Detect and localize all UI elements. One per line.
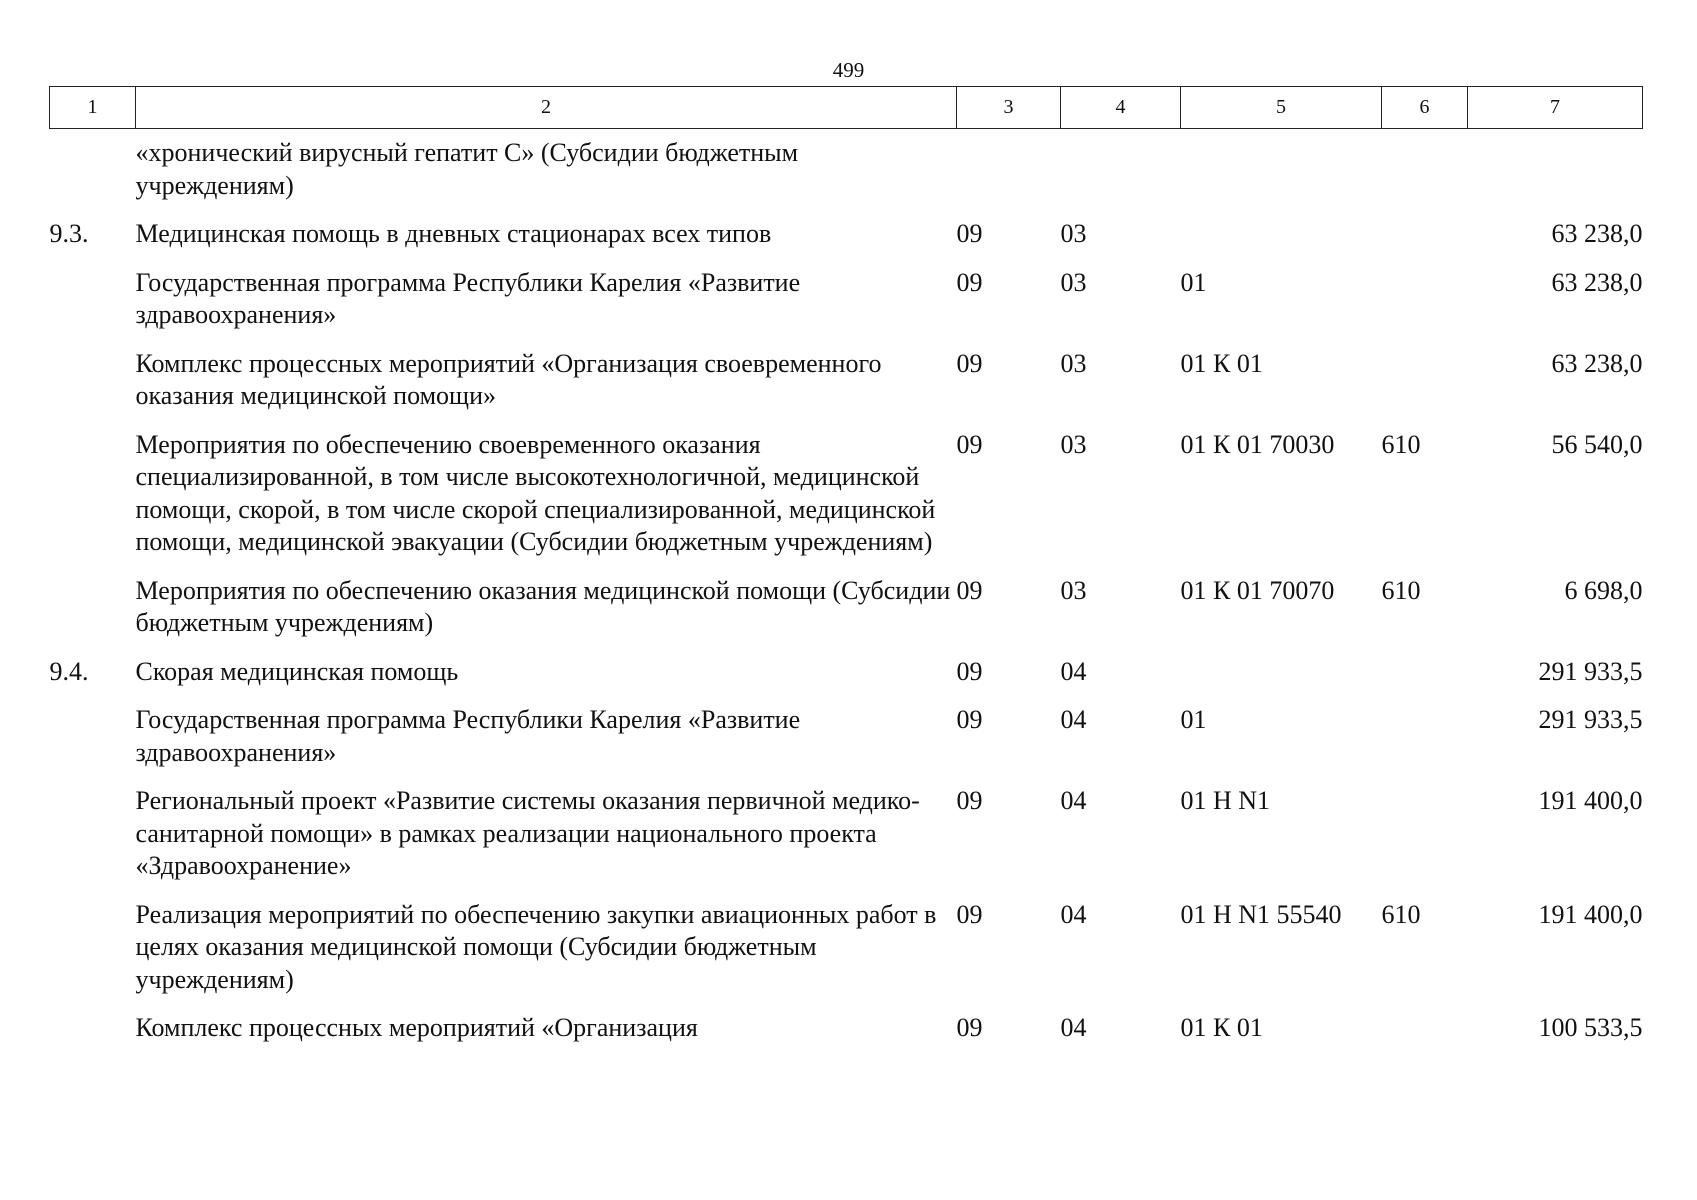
row-section: 09 xyxy=(956,656,983,686)
row-subsection xyxy=(1061,129,1181,211)
row-subsection: 04 xyxy=(1060,656,1087,686)
row-section: 09 xyxy=(956,786,983,815)
row-amount xyxy=(1468,129,1643,211)
row-number xyxy=(50,129,136,211)
row-amount: 63 238,0 xyxy=(1551,348,1643,378)
table-row xyxy=(50,259,1643,340)
row-amount: 291 933,5 xyxy=(1538,705,1643,734)
row-number xyxy=(50,891,136,1005)
row-expense-type xyxy=(1382,777,1468,891)
row-expense-type xyxy=(1382,129,1468,211)
row-expense-type xyxy=(1382,210,1468,259)
column-number-4: 4 xyxy=(1061,87,1181,129)
column-number-2: 2 xyxy=(136,87,957,129)
table-row xyxy=(50,210,1643,259)
row-name: Мероприятия по обеспечению оказания медицинской помощи (Субсидии бюджетным учреждениям) xyxy=(135,575,951,637)
row-section: 09 xyxy=(956,219,983,248)
row-subsection: 03 xyxy=(1060,219,1087,248)
row-subsection: 04 xyxy=(1060,899,1087,929)
row-number xyxy=(50,567,136,648)
row-number xyxy=(50,259,136,340)
row-amount: 191 400,0 xyxy=(1538,899,1643,929)
row-expense-type: 610 xyxy=(1381,575,1421,605)
row-expense-type xyxy=(1382,340,1468,421)
row-number xyxy=(50,1004,136,1053)
row-subsection: 03 xyxy=(1060,267,1087,297)
row-subsection: 04 xyxy=(1060,786,1087,815)
row-target-article: 01 Н N1 xyxy=(1180,786,1271,815)
row-amount: 56 540,0 xyxy=(1551,429,1643,459)
column-number-row xyxy=(50,87,1643,129)
row-section: 09 xyxy=(956,899,983,929)
row-amount: 6 698,0 xyxy=(1564,575,1643,605)
row-name: Скорая медицинская помощь xyxy=(135,656,459,686)
row-target-article xyxy=(1181,129,1382,211)
row-target-article: 01 К 01 xyxy=(1180,348,1263,378)
row-subsection: 04 xyxy=(1060,705,1087,734)
row-name: Реализация мероприятий по обеспечению закупки авиационных работ в целях оказания медицинской помощи (Субсидии бюджетным учреждениям) xyxy=(135,899,937,994)
row-section: 09 xyxy=(956,575,983,605)
table-row xyxy=(50,777,1643,891)
table-row xyxy=(50,129,1643,211)
row-name: Комплекс процессных мероприятий «Организация своевременного оказания медицинской помощи» xyxy=(135,348,882,410)
table-row xyxy=(50,696,1643,777)
table-row xyxy=(50,648,1643,697)
table-row xyxy=(50,421,1643,567)
row-expense-type xyxy=(1382,1004,1468,1053)
table-row xyxy=(50,1004,1643,1053)
row-section: 09 xyxy=(956,1013,983,1042)
row-amount: 63 238,0 xyxy=(1551,267,1643,297)
row-number xyxy=(50,777,136,891)
row-target-article: 01 xyxy=(1180,705,1207,734)
column-number-1: 1 xyxy=(50,87,136,129)
table-row xyxy=(50,340,1643,421)
row-target-article: 01 К 01 70070 xyxy=(1180,575,1335,605)
row-number: 9.3. xyxy=(49,219,89,248)
row-expense-type xyxy=(1382,696,1468,777)
row-section: 09 xyxy=(956,705,983,734)
row-amount: 291 933,5 xyxy=(1538,656,1643,686)
column-number-5: 5 xyxy=(1181,87,1382,129)
page-number: 499 xyxy=(832,58,865,82)
row-target-article: 01 Н N1 55540 xyxy=(1180,899,1342,929)
row-subsection: 03 xyxy=(1060,575,1087,605)
row-name: Комплекс процессных мероприятий «Организация xyxy=(135,1013,698,1042)
table-row xyxy=(50,567,1643,648)
row-expense-type xyxy=(1382,648,1468,697)
row-target-article: 01 К 01 xyxy=(1180,1013,1263,1042)
row-subsection: 03 xyxy=(1060,348,1087,378)
row-subsection: 04 xyxy=(1060,1013,1087,1042)
row-amount: 100 533,5 xyxy=(1538,1013,1643,1042)
row-amount: 191 400,0 xyxy=(1538,786,1643,815)
row-subsection: 03 xyxy=(1060,429,1087,459)
row-section: 09 xyxy=(956,267,983,297)
row-expense-type: 610 xyxy=(1381,899,1421,929)
row-number xyxy=(50,696,136,777)
column-number-6: 6 xyxy=(1382,87,1468,129)
row-target-article: 01 xyxy=(1180,267,1207,297)
row-name: Региональный проект «Развитие системы оказания первичной медико-санитарной помощи» в рамках реализации национального проекта «Здравоохранение» xyxy=(135,786,920,880)
row-name: Медицинская помощь в дневных стационарах всех типов xyxy=(135,219,772,248)
row-amount: 63 238,0 xyxy=(1551,219,1643,248)
row-name: Мероприятия по обеспечению своевременного оказания специализированной, в том числе высокотехнологичной, медицинской помощи, скорой, в том числе скорой специализированной, медицинской помощи, медицинской эвакуации (Субсидии бюджетным учреждениям) xyxy=(135,429,936,556)
column-number-7: 7 xyxy=(1468,87,1643,129)
row-name: Государственная программа Республики Карелия «Развитие здравоохранения» xyxy=(135,705,801,767)
column-number-3: 3 xyxy=(957,87,1061,129)
row-section: 09 xyxy=(956,429,983,459)
row-name: «хронический вирусный гепатит С» (Субсидии бюджетным учреждениям) xyxy=(135,138,799,200)
row-name: Государственная программа Республики Карелия «Развитие здравоохранения» xyxy=(135,267,801,329)
row-target-article: 01 К 01 70030 xyxy=(1180,429,1335,459)
row-expense-type: 610 xyxy=(1381,429,1421,459)
row-number xyxy=(50,340,136,421)
row-expense-type xyxy=(1382,259,1468,340)
table-row xyxy=(50,891,1643,1005)
row-target-article xyxy=(1181,210,1382,259)
row-number: 9.4. xyxy=(49,656,89,686)
row-target-article xyxy=(1181,648,1382,697)
budget-table xyxy=(49,86,1643,1053)
row-section xyxy=(957,129,1061,211)
row-section: 09 xyxy=(956,348,983,378)
row-number xyxy=(50,421,136,567)
